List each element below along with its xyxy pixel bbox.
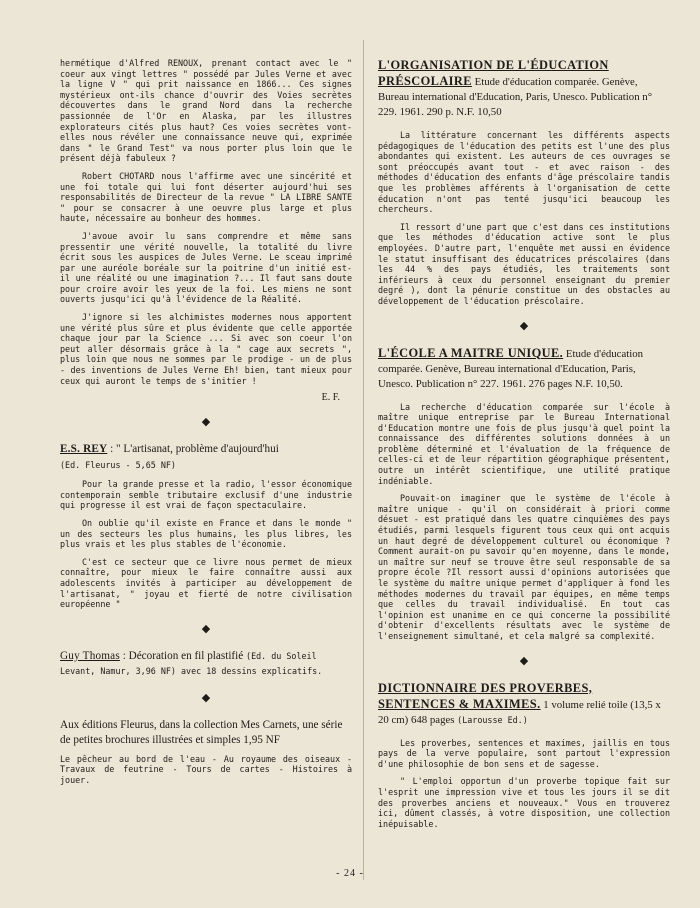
book-author: E.S. REY [60,443,108,456]
review-paragraph: On oublie qu'il existe en France et dans le monde " un des secteurs les plus humains, les plus libres, les plus vrais et les plus stables de l'économie. [60,518,352,550]
book-title-organisation [378,58,670,120]
book-author: Guy Thomas [60,649,120,662]
book-title-ecole [378,346,670,392]
book-title-text: : Décoration en fil plastifié [119,649,244,662]
book-heading: DICTIONNAIRE DES PROVERBES, SENTENCES & MAXIMES. [378,680,593,711]
section-separator-diamond: ◆ [201,622,211,635]
section-separator-diamond: ◆ [201,691,211,704]
book-details: (Ed. du Soleil Levant, Namur, 3,96 NF) avec 18 dessins explicatifs. [60,650,323,676]
right-column [378,58,670,829]
book-details: Etude d'éducation comparée. Genève, Bureau international d'Education, Paris, Unesco. Publication n° 227. 1961. 276 pages N.F. 10,50. [378,347,644,390]
book-heading: L'ORGANISATION DE L'ÉDUCATION PRÉSCOLAIRE [378,58,609,88]
book-list: Le pêcheur au bord de l'eau - Au royaume des oiseaux - Travaux de feutrine - Tours de cartes - Histoires à jouer. [60,753,352,785]
book-title-rey [60,442,352,457]
book-details: Etude d'éducation comparée. Genève, Bureau international d'Education, Paris, Unesco. Publication n° 229. 1961. 290 p. N.F. 10,50 [378,76,653,118]
review-paragraph: Robert CHOTARD nous l'affirme avec une sincérité et une foi totale qui lui font déserter aujourd'hui ses responsabilités de Directeur de la revue " LA LIBRE SANTE " pour se consacrer à une oeuvre plus large et plus haute, nécessaire au bonheur des hommes. [60,170,352,224]
book-title-fleurus: Aux éditions Fleurus, dans la collection Mes Carnets, une série de petites brochures illustrées et simples 1,95 NF [60,718,343,746]
review-paragraph: La recherche d'éducation comparée sur l'école à maître unique entreprise par le Bureau International d'Education montre une fois de plus jusqu'à quel point la connaissance des différentes solutions données à un problème déterminé et l'évaluation de la fréquence de celles-ci et de leur répartition géographique présentent, outre un intérêt scientifique, une utilité pratique indéniable. [378,401,670,486]
review-paragraph: Il ressort d'une part que c'est dans ces institutions que les méthodes d'éducation active sont le plus employées. D'autre part, l'enquête met aussi en évidence le statut insuffisant des éducatrices préscolaires (dans les 44 % des pays étudiés, les traitements sont inférieurs à ceux du personnel enseignant du premier degré ), dont la pénurie constitue un des obstacles au développement de l'éducation préscolaire. [378,221,670,306]
publisher-line: (Ed. Fleurus - 5,65 NF) [60,460,176,471]
review-paragraph: Pour la grande presse et la radio, l'essor économique contemporain semble tributaire exclusif d'une industrie qui progresse il est vrai de façon spectaculaire. [60,479,352,511]
left-column [60,58,352,786]
section-separator-diamond: ◆ [519,654,529,667]
column-divider [363,40,364,880]
book-heading: L'ÉCOLE A MAITRE UNIQUE. [378,345,564,360]
review-paragraph: C'est ce secteur que ce livre nous permet de mieux connaître, pour mieux le faire connaître aussi aux adolescents invités à participer au développement de l'artisanat, " joyau et fierté de notre civilisation européenne " [60,556,352,610]
book-title-dictionnaire [378,681,670,728]
book-title-thomas [60,649,352,679]
review-paragraph: J'avoue avoir lu sans comprendre et même sans pressentir une vérité nouvelle, la totalité du livre écrit sous les auspices de Jules Verne. Le sceau imprimé par une auréole boréale sur la poitrine d'un initié est-il une réalité ou une imagination ?... Il faut sans doute pour croire avoir les yeux de la foi. Les miens ne sont ouverts jusqu'ici qu'à l'évidence de la Réalité. [60,230,352,305]
section-separator-diamond: ◆ [519,319,529,332]
review-paragraph: La littérature concernant les différents aspects pédagogiques de l'éducation des petits est l'une des plus abondantes qui existent. Les auteurs de ces ouvrages se sont préoccupés avant tout - et avec raison - des méthodes d'éducation des enfants d'âge préscolaire tandis que les problèmes afférents à l'organisation de cette éducation n'ont pas tenté jusqu'ici beaucoup les chercheurs. [378,130,670,215]
book-title-text: : " L'artisanat, problème d'aujourd'hui [107,443,279,456]
section-separator-diamond: ◆ [201,416,211,429]
review-paragraph: Pouvait-on imaginer que le système de l'école à maître unique - qu'il on considérait à priori comme désuet - est pratiqué dans les quatre cinquièmes des pays étudiés, parmi lesquels figurent tous ceux qui ont acquis un haut degré de développement culturel ou économique ? Comment aurait-on pu savoir qu'en moyenne, dans le monde, un maître sur neuf se trouve être seul responsable de sa propre école ?Il ressort aussi d'opinions autorisées que le système du maître unique permet d'appliquer à fond les méthodes modernes du travail par équipes, en même temps que celles du travail individualisé. En tout cas l'opinion est unanime en ce qui concerne la possibilité d'obtenir d'excellents résultats avec le système de l'enseignement simultané, et cela malgré sa complexité. [378,493,670,641]
page-number: - 24 - [336,868,364,879]
publisher-line: (Larousse Ed.) [457,714,528,725]
review-paragraph: J'ignore si les alchimistes modernes nous apportent une vérité plus sûre et plus évidente que celle apportée chaque jour par la Science ... Si avec son coeur l'on peut aller désormais grâce à la " cage aux secrets ", plus loin que nous ne sommes par le prodige - un de plus - des inventions de Jules Verne Eh! bien, tant mieux pour ceux qui auront le temps de s'initier ! [60,312,352,386]
author-initials: E. F. [321,392,340,404]
review-paragraph: Les proverbes, sentences et maximes, jaillis en tous pays de la verve populaire, sont partout l'expression d'une philosophie de bon sens et de sagesse. [378,737,670,769]
review-paragraph: hermétique d'Alfred RENOUX, prenant contact avec le " coeur aux vingt lettres " possédé par Jules Verne et avec la ligne V " qui prit naissance en 1866... Ces signes mystérieux ont-ils chance d'ouvrir des Voies secrètes découvertes dans le grand Nord dans la recherche passionnée de l'Or en Alaska, par les illustres explorateurs cités plus haut? Ces voies secrètes vont-elles nous révéler une connaissance neuve qui, exprimée dans " le Grand Test" va nous porter plus loin que le présent déjà fabuleux ? [60,58,352,164]
review-paragraph: " L'emploi opportun d'un proverbe topique fait sur l'esprit une impression vive et tous les jours il se dit des proverbes anciens et nouveaux." Vous en trouverez ici, dûment classés, à votre disposition, une collection inépuisable. [378,776,670,829]
book-details: 1 volume relié toile (13,5 x 20 cm) 648 pages [378,698,661,726]
